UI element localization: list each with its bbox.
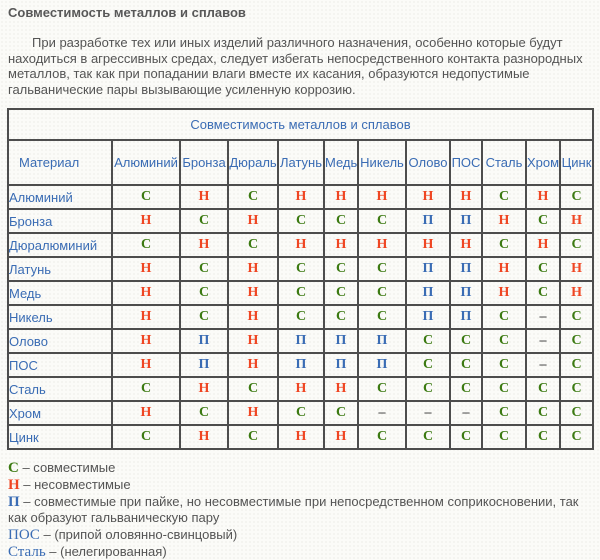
- compatibility-table: [7, 108, 594, 450]
- compatibility-cell: С: [324, 281, 358, 305]
- compatibility-cell: Н: [560, 257, 593, 281]
- compatibility-cell: С: [526, 401, 560, 425]
- compatibility-cell: –: [406, 401, 450, 425]
- compatibility-cell: Н: [482, 257, 526, 281]
- compatibility-cell: Н: [278, 425, 324, 449]
- compatibility-cell: П: [278, 329, 324, 353]
- compatibility-cell: С: [358, 377, 406, 401]
- compatibility-cell: С: [358, 281, 406, 305]
- compatibility-cell: П: [406, 209, 450, 233]
- column-header: Бронза: [180, 140, 228, 185]
- compatibility-cell: С: [560, 305, 593, 329]
- page-title: Совместимость металлов и сплавов: [8, 5, 246, 20]
- compatibility-cell: Н: [278, 377, 324, 401]
- compatibility-cell: П: [450, 281, 482, 305]
- compatibility-cell: Н: [180, 185, 228, 209]
- compatibility-cell: С: [324, 305, 358, 329]
- compatibility-cell: Н: [560, 209, 593, 233]
- compatibility-cell: Н: [112, 329, 180, 353]
- table-row: [8, 233, 593, 257]
- compatibility-cell: Н: [324, 425, 358, 449]
- compatibility-cell: С: [180, 281, 228, 305]
- compatibility-cell: С: [324, 209, 358, 233]
- compatibility-cell: С: [324, 257, 358, 281]
- table-row: [8, 305, 593, 329]
- compatibility-cell: Н: [450, 185, 482, 209]
- column-header: ПОС: [450, 140, 482, 185]
- compatibility-cell: С: [560, 329, 593, 353]
- table-header-row: [8, 140, 593, 185]
- legend-symbol: П: [8, 494, 20, 510]
- legend-item: [8, 460, 592, 476]
- column-header: Олово: [406, 140, 450, 185]
- compatibility-cell: Н: [450, 233, 482, 257]
- compatibility-cell: Н: [112, 353, 180, 377]
- compatibility-cell: Н: [482, 209, 526, 233]
- compatibility-cell: П: [278, 353, 324, 377]
- legend-text: – несовместимые: [19, 477, 131, 492]
- compatibility-cell: С: [450, 425, 482, 449]
- compatibility-cell: С: [358, 425, 406, 449]
- compatibility-cell: С: [278, 305, 324, 329]
- table-row: [8, 377, 593, 401]
- compatibility-cell: Н: [482, 281, 526, 305]
- compatibility-cell: Н: [180, 233, 228, 257]
- compatibility-cell: С: [482, 305, 526, 329]
- compatibility-cell: –: [526, 305, 560, 329]
- table-row: [8, 209, 593, 233]
- row-label: Никель: [8, 305, 112, 329]
- legend-symbol: ПОС: [8, 527, 40, 543]
- compatibility-cell: П: [180, 353, 228, 377]
- compatibility-cell: П: [180, 329, 228, 353]
- compatibility-cell: –: [358, 401, 406, 425]
- compatibility-cell: С: [560, 425, 593, 449]
- compatibility-cell: П: [450, 209, 482, 233]
- compatibility-cell: Н: [228, 281, 278, 305]
- compatibility-cell: С: [526, 257, 560, 281]
- legend-text: – (нелегированная): [45, 544, 167, 559]
- row-label: Цинк: [8, 425, 112, 449]
- compatibility-cell: С: [482, 353, 526, 377]
- compatibility-cell: С: [560, 353, 593, 377]
- compatibility-cell: С: [560, 185, 593, 209]
- legend: [8, 460, 592, 560]
- compatibility-cell: Н: [358, 233, 406, 257]
- compatibility-cell: Н: [560, 281, 593, 305]
- table-row: [8, 425, 593, 449]
- legend-text: – совместимые при пайке, но несовместимые при непосредственном соприкосновении, так как образуют гальваническую пару: [8, 494, 579, 525]
- row-label: Медь: [8, 281, 112, 305]
- compatibility-cell: С: [112, 233, 180, 257]
- compatibility-cell: Н: [358, 185, 406, 209]
- row-label: Латунь: [8, 257, 112, 281]
- compatibility-cell: –: [526, 353, 560, 377]
- legend-symbol: Сталь: [8, 544, 46, 560]
- compatibility-cell: С: [112, 185, 180, 209]
- compatibility-cell: С: [358, 209, 406, 233]
- compatibility-cell: –: [526, 329, 560, 353]
- table-body: [8, 185, 593, 449]
- compatibility-cell: С: [406, 425, 450, 449]
- compatibility-cell: С: [450, 353, 482, 377]
- table-row: [8, 257, 593, 281]
- compatibility-cell: С: [406, 377, 450, 401]
- compatibility-cell: С: [482, 377, 526, 401]
- compatibility-cell: С: [526, 281, 560, 305]
- compatibility-cell: Н: [278, 233, 324, 257]
- compatibility-cell: С: [406, 329, 450, 353]
- compatibility-cell: С: [278, 209, 324, 233]
- legend-item: [8, 494, 592, 526]
- compatibility-cell: Н: [406, 185, 450, 209]
- legend-text: – (припой оловянно-свинцовый): [39, 527, 238, 542]
- compatibility-cell: Н: [112, 257, 180, 281]
- compatibility-cell: С: [526, 425, 560, 449]
- compatibility-cell: С: [482, 329, 526, 353]
- compatibility-cell: С: [526, 377, 560, 401]
- table-row: [8, 329, 593, 353]
- compatibility-cell: С: [180, 401, 228, 425]
- compatibility-cell: Н: [324, 233, 358, 257]
- compatibility-cell: Н: [112, 281, 180, 305]
- compatibility-cell: Н: [112, 209, 180, 233]
- table-caption: Совместимость металлов и сплавов: [8, 109, 593, 140]
- compatibility-cell: С: [180, 305, 228, 329]
- compatibility-cell: П: [406, 305, 450, 329]
- compatibility-cell: Н: [228, 305, 278, 329]
- column-header: Латунь: [278, 140, 324, 185]
- legend-text: – совместимые: [18, 460, 116, 475]
- compatibility-cell: С: [180, 257, 228, 281]
- column-header-material: Материал: [8, 140, 112, 185]
- compatibility-cell: С: [228, 425, 278, 449]
- row-label: Бронза: [8, 209, 112, 233]
- compatibility-cell: С: [358, 257, 406, 281]
- compatibility-cell: С: [324, 401, 358, 425]
- compatibility-cell: С: [450, 329, 482, 353]
- legend-symbol: С: [8, 460, 19, 476]
- compatibility-cell: С: [228, 377, 278, 401]
- compatibility-cell: Н: [324, 377, 358, 401]
- compatibility-cell: Н: [278, 185, 324, 209]
- table-row: [8, 185, 593, 209]
- compatibility-cell: Н: [228, 209, 278, 233]
- compatibility-cell: С: [278, 281, 324, 305]
- compatibility-cell: Н: [180, 425, 228, 449]
- row-label: Дюралюминий: [8, 233, 112, 257]
- table-row: [8, 353, 593, 377]
- compatibility-cell: Н: [112, 401, 180, 425]
- compatibility-cell: Н: [324, 185, 358, 209]
- table-row: [8, 281, 593, 305]
- column-header: Хром: [526, 140, 560, 185]
- compatibility-cell: Н: [406, 233, 450, 257]
- compatibility-cell: П: [406, 281, 450, 305]
- row-label: Алюминий: [8, 185, 112, 209]
- compatibility-cell: С: [228, 185, 278, 209]
- column-header: Никель: [358, 140, 406, 185]
- compatibility-cell: Н: [228, 257, 278, 281]
- compatibility-cell: С: [526, 209, 560, 233]
- compatibility-cell: П: [358, 329, 406, 353]
- row-label: Сталь: [8, 377, 112, 401]
- column-header: Медь: [324, 140, 358, 185]
- compatibility-cell: С: [358, 305, 406, 329]
- compatibility-cell: П: [358, 353, 406, 377]
- table-row: [8, 401, 593, 425]
- compatibility-cell: С: [406, 353, 450, 377]
- compatibility-cell: С: [278, 257, 324, 281]
- table-caption-row: [8, 109, 593, 140]
- row-label: Олово: [8, 329, 112, 353]
- compatibility-cell: С: [482, 233, 526, 257]
- compatibility-cell: С: [482, 185, 526, 209]
- legend-symbol: Н: [8, 477, 20, 493]
- compatibility-cell: С: [560, 377, 593, 401]
- compatibility-cell: С: [112, 425, 180, 449]
- compatibility-cell: С: [278, 401, 324, 425]
- compatibility-cell: П: [450, 257, 482, 281]
- compatibility-cell: С: [112, 377, 180, 401]
- compatibility-cell: Н: [228, 329, 278, 353]
- compatibility-cell: Н: [112, 305, 180, 329]
- column-header: Сталь: [482, 140, 526, 185]
- compatibility-cell: Н: [526, 233, 560, 257]
- column-header: Алюминий: [112, 140, 180, 185]
- compatibility-cell: Н: [526, 185, 560, 209]
- compatibility-cell: С: [228, 233, 278, 257]
- compatibility-cell: –: [450, 401, 482, 425]
- compatibility-cell: С: [560, 233, 593, 257]
- column-header: Дюраль: [228, 140, 278, 185]
- compatibility-cell: Н: [180, 377, 228, 401]
- compatibility-cell: С: [482, 401, 526, 425]
- row-label: ПОС: [8, 353, 112, 377]
- column-header: Цинк: [560, 140, 593, 185]
- compatibility-cell: П: [324, 353, 358, 377]
- intro-paragraph: При разработке тех или иных изделий различного назначения, особенно которые будут находиться в агрессивных средах, следует избегать непосредственного контакта разнородных металлов, так как при попадании влаги вместе их касания, образуются недопустимые гальванические пары вызывающие усиленную коррозию.: [8, 35, 583, 97]
- compatibility-cell: С: [560, 401, 593, 425]
- row-label: Хром: [8, 401, 112, 425]
- compatibility-cell: П: [450, 305, 482, 329]
- compatibility-cell: С: [180, 209, 228, 233]
- compatibility-cell: Н: [228, 401, 278, 425]
- legend-item: [8, 527, 592, 543]
- legend-item: [8, 477, 592, 493]
- compatibility-cell: П: [406, 257, 450, 281]
- legend-item: [8, 544, 592, 560]
- compatibility-cell: С: [482, 425, 526, 449]
- compatibility-cell: С: [450, 377, 482, 401]
- compatibility-cell: Н: [228, 353, 278, 377]
- compatibility-cell: П: [324, 329, 358, 353]
